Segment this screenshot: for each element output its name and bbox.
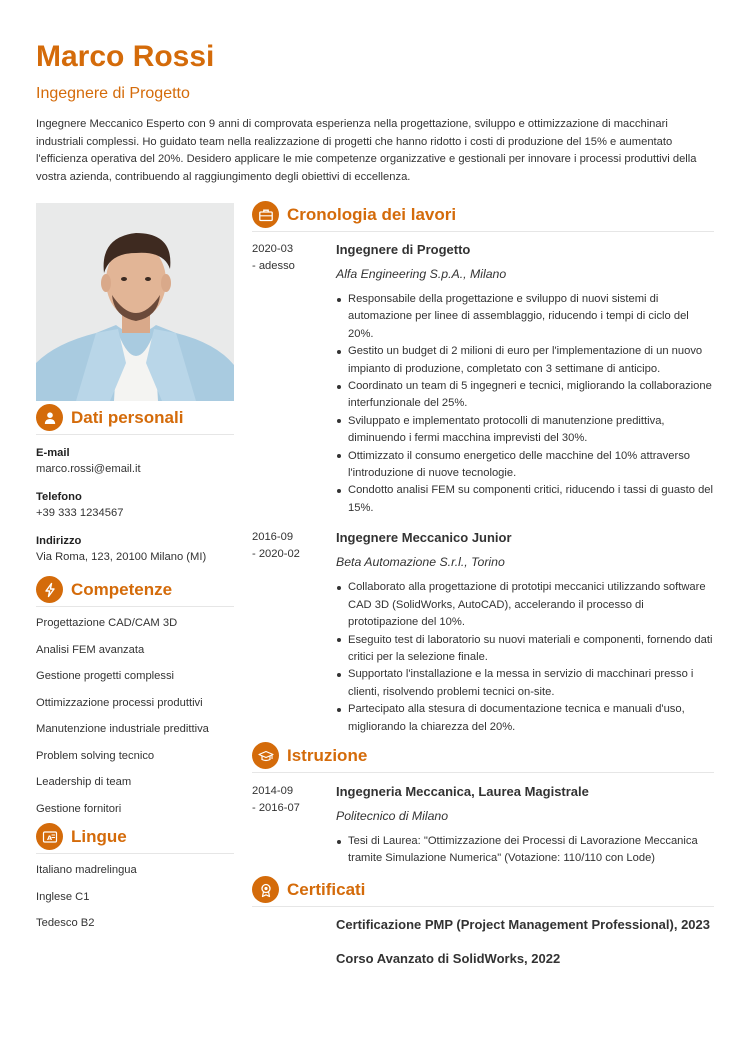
job-company: Beta Automazione S.r.l., Torino: [336, 555, 505, 570]
personal-info-heading: [36, 405, 234, 435]
job-date-end: - adesso: [252, 260, 295, 272]
education-entry: [252, 783, 714, 868]
job-date-end: - 2020-02: [252, 548, 300, 561]
address-block: [36, 535, 234, 563]
education-bullets: [336, 833, 714, 868]
candidate-name: Marco Rossi: [36, 40, 215, 73]
user-icon: [36, 404, 63, 431]
job-bullet: Collaborato alla progettazione di prototipi meccanici utilizzando software CAD 3D (SolidWorks, AutoCAD), accelerando il processo di prototipazione del 10%.: [336, 579, 714, 631]
skill-item: Manutenzione industriale predittiva: [36, 723, 209, 735]
job-bullet: Condotto analisi FEM su componenti critici, riducendo i tassi di guasto del 15%.: [336, 482, 714, 517]
job-details: [336, 529, 714, 736]
education-section: [252, 743, 714, 868]
svg-text:A: A: [46, 833, 52, 842]
degree-title: Ingegneria Meccanica, Laurea Magistrale: [336, 784, 589, 799]
job-bullet: Ottimizzato il consumo energetico delle macchine del 10% attraverso l'introduzione di nuove tecnologie.: [336, 448, 714, 483]
certificates-list: [336, 915, 714, 969]
address-label: Indirizzo: [36, 535, 82, 547]
personal-info-section: [36, 405, 234, 563]
briefcase-icon: [252, 201, 279, 228]
skill-item: Gestione progetti complessi: [36, 670, 175, 682]
phone-block: [36, 491, 234, 519]
job-entry: [252, 241, 714, 517]
education-details: [336, 783, 714, 868]
personal-info-title: Dati personali: [71, 407, 184, 427]
education-heading: [252, 743, 714, 773]
skills-title: Competenze: [71, 579, 173, 599]
job-date: [252, 529, 336, 736]
phone-label: Telefono: [36, 491, 82, 503]
skill-item: Analisi FEM avanzata: [36, 643, 145, 656]
job-bullets: [336, 579, 714, 736]
job-bullet: Coordinato un team di 5 ingegneri e tecnici, migliorando la collaborazione interfunzionale del 25%.: [336, 378, 714, 413]
job-title: Ingegnere di Progetto: [336, 242, 471, 257]
education-bullet: Tesi di Laurea: "Ottimizzazione dei Processi di Lavorazione Meccanica tramite Simulazione Numerica" (Votazione: 110/110 con Lode): [336, 833, 714, 868]
education-date-start: 2014-09: [252, 785, 294, 797]
profile-photo: [36, 203, 234, 401]
skill-item: Progettazione CAD/CAM 3D: [36, 617, 178, 629]
job-title: Ingegnere Meccanico Junior: [336, 530, 512, 546]
job-bullet: Partecipato alla stesura di documentazione tecnica e manuali d'uso, migliorando la chiarezza del 20%.: [336, 701, 714, 736]
education-title: Istruzione: [287, 745, 368, 765]
language-item: Italiano madrelingua: [36, 864, 137, 876]
languages-heading: [36, 824, 234, 854]
certificates-heading: [252, 877, 714, 907]
left-column: [36, 203, 234, 937]
candidate-role: Ingegnere di Progetto: [36, 85, 190, 102]
skills-list: [36, 610, 234, 822]
job-date-start: 2016-09: [252, 531, 294, 544]
work-heading: [252, 202, 714, 232]
skill-item: Gestione fornitori: [36, 802, 122, 815]
certificate-item: Corso Avanzato di SolidWorks, 2022: [336, 951, 561, 966]
certificate-item: Certificazione PMP (Project Management Professional), 2023: [336, 917, 710, 932]
work-section: [252, 202, 714, 736]
job-details: [336, 241, 714, 517]
education-date: [252, 783, 336, 868]
lightning-icon: [36, 576, 63, 603]
job-bullets: [336, 291, 714, 517]
education-date-end: - 2016-07: [252, 802, 300, 814]
work-title: Cronologia dei lavori: [287, 204, 457, 224]
skill-item: Ottimizzazione processi produttivi: [36, 696, 203, 709]
job-entry: [252, 529, 714, 736]
graduation-cap-icon: [252, 742, 279, 769]
skill-item: Problem solving tecnico: [36, 749, 155, 762]
skills-heading: [36, 577, 234, 607]
email-value[interactable]: marco.rossi@email.it: [36, 463, 141, 475]
skills-section: [36, 577, 234, 822]
school-name: Politecnico di Milano: [336, 809, 449, 823]
language-item: Tedesco B2: [36, 917, 95, 929]
address-value: Via Roma, 123, 20100 Milano (MI): [36, 551, 207, 563]
certificates-title: Certificati: [287, 879, 366, 899]
job-date: [252, 241, 336, 517]
skill-item: Leadership di team: [36, 776, 132, 788]
languages-section: [36, 824, 234, 937]
job-company: Alfa Engineering S.p.A., Milano: [336, 267, 507, 281]
phone-value: +39 333 1234567: [36, 507, 124, 519]
email-label: E-mail: [36, 447, 70, 459]
job-bullet: Responsabile della progettazione e sviluppo di nuovi sistemi di automazione per linee di assemblaggio, riducendo i tempi di ciclo del 20%.: [336, 291, 714, 343]
profile-summary: Ingegnere Meccanico Esperto con 9 anni di comprovata esperienza nella progettazione, sviluppo e ottimizzazione di macchinari industriali complessi. Ho guidato team nella realizzazione di progetti che hanno ridotto i costi di produzione del 15% e aumentato l'efficienza operativa del 20%. Desidero applicare le mie competenze organizzative e gestionali per innovare i processi produttivi della vostra azienda, contribuendo al raggiungimento degli obiettivi di eccellenza.: [36, 118, 697, 183]
email-block: [36, 447, 234, 475]
job-bullet: Supportato l'installazione e la messa in servizio di macchinari presso i clienti, risolvendo problemi tecnici on-site.: [336, 666, 714, 701]
award-icon: [252, 876, 279, 903]
certificates-section: [252, 877, 714, 969]
job-date-start: 2020-03: [252, 243, 294, 255]
languages-list: [36, 857, 234, 937]
language-item: Inglese C1: [36, 890, 90, 903]
job-bullet: Gestito un budget di 2 milioni di euro per l'implementazione di un nuovo impianto di produzione, completato con 3 settimane di anticipo.: [336, 343, 714, 378]
job-bullet: Sviluppato e implementato protocolli di manutenzione predittiva, diminuendo i fermi macchina imprevisti del 30%.: [336, 413, 714, 448]
language-icon: [36, 823, 63, 850]
job-bullet: Eseguito test di laboratorio su nuovi materiali e componenti, fornendo dati critici per la selezione finale.: [336, 632, 714, 667]
languages-title: Lingue: [71, 826, 127, 846]
